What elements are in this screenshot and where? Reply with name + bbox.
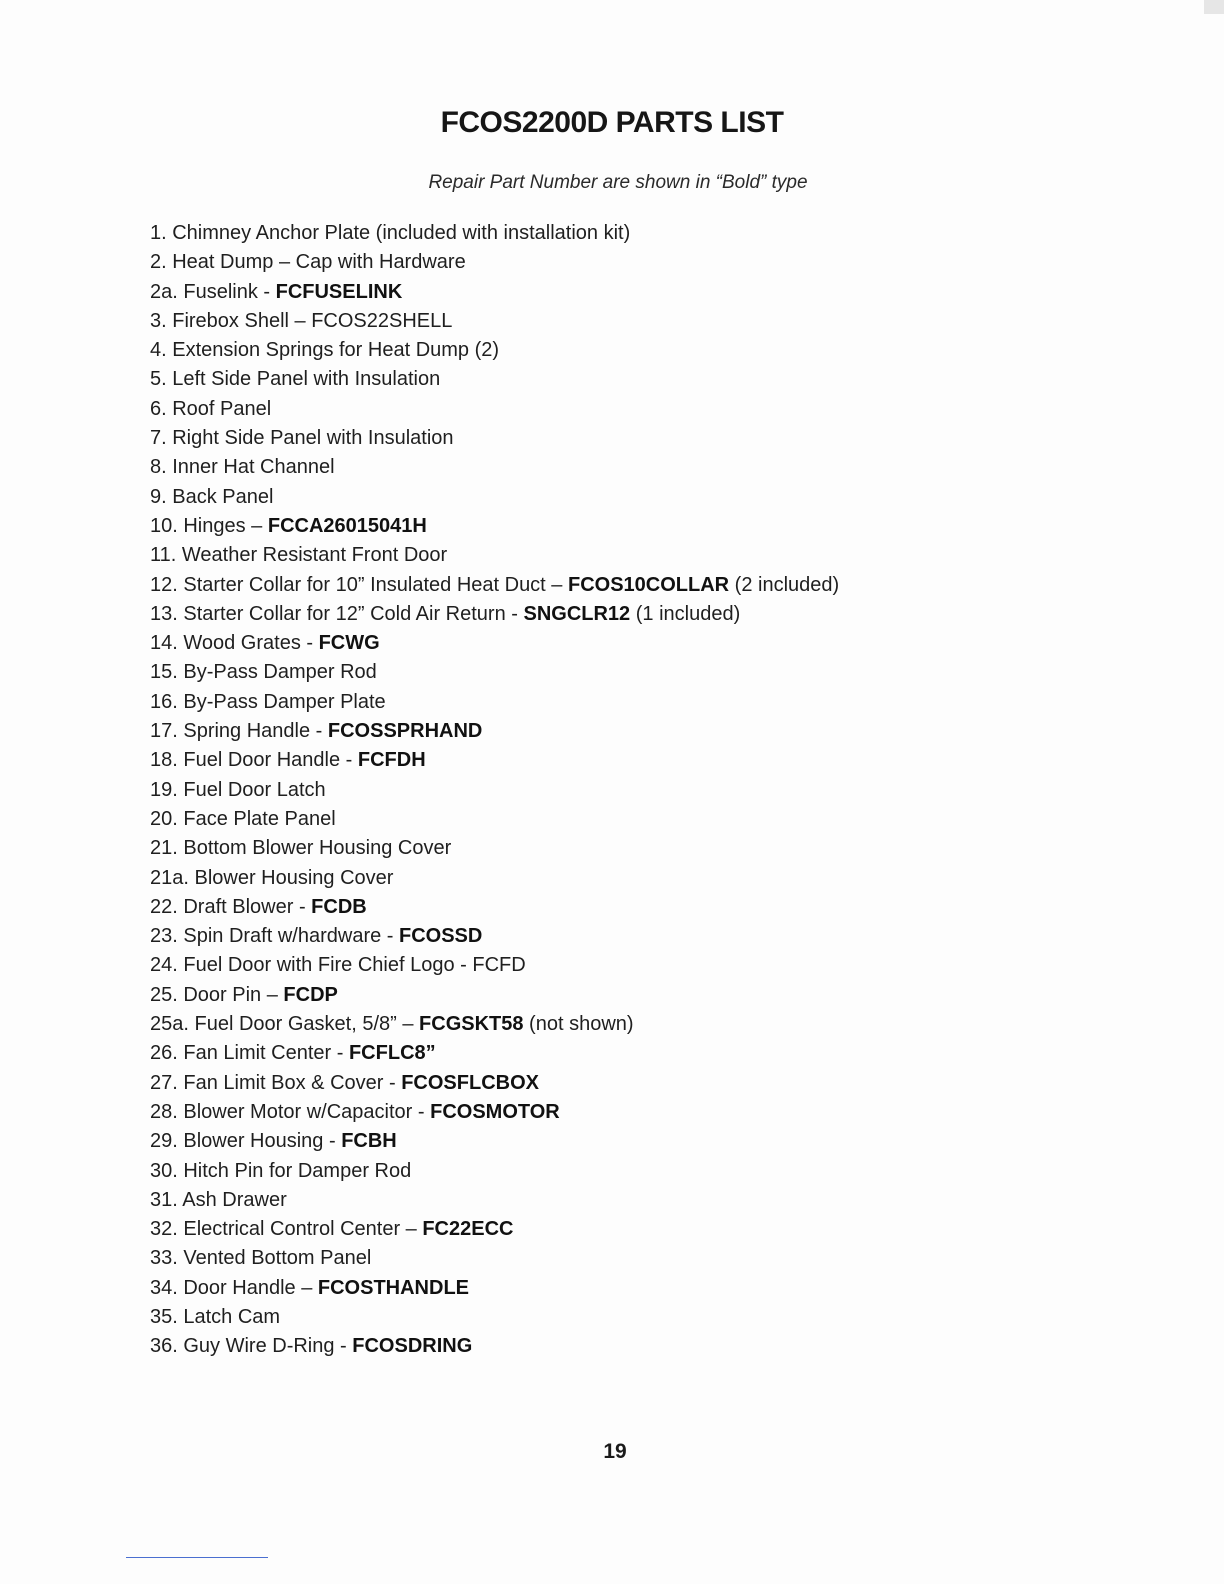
page-number: 19 (603, 1440, 627, 1463)
repair-part-number: FCDP (283, 983, 338, 1006)
page-subtitle: Repair Part Number are shown in “Bold” type (428, 172, 808, 193)
part-description: 25. Door Pin – (150, 983, 284, 1006)
parts-list-item (150, 1186, 1130, 1215)
repair-part-number: FCOSDRING (352, 1335, 473, 1358)
part-description: 11. Weather Resistant Front Door (150, 544, 448, 567)
part-description: 26. Fan Limit Center - (150, 1042, 349, 1065)
part-description: 35. Latch Cam (150, 1305, 281, 1328)
part-note: (1 included) (630, 602, 741, 625)
parts-list-item (150, 483, 1130, 512)
repair-part-number: FCOSMOTOR (430, 1100, 560, 1123)
parts-list-item (150, 922, 1130, 951)
parts-list-item (150, 981, 1130, 1010)
parts-list-item (150, 1244, 1130, 1273)
parts-list-item (150, 248, 1130, 277)
parts-list-item (150, 278, 1130, 307)
part-description: 34. Door Handle – (150, 1276, 318, 1299)
parts-list-item (150, 1039, 1130, 1068)
part-description: 2. Heat Dump – Cap with Hardware (150, 251, 466, 274)
repair-part-number: SNGCLR12 (523, 602, 631, 625)
part-description: 33. Vented Bottom Panel (150, 1247, 372, 1270)
part-description: 15. By-Pass Damper Rod (150, 661, 377, 684)
parts-list-item (150, 1274, 1130, 1303)
part-description: 1. Chimney Anchor Plate (included with installation kit) (150, 222, 631, 244)
parts-list-item (150, 717, 1130, 746)
page-title: FCOS2200D PARTS LIST (440, 106, 784, 139)
part-description: 14. Wood Grates - (150, 632, 319, 655)
parts-list-item (150, 307, 1130, 336)
part-description: 23. Spin Draft w/hardware - (150, 925, 399, 948)
parts-list-item (150, 512, 1130, 541)
parts-list-item (150, 776, 1130, 805)
parts-list-item (150, 424, 1130, 453)
part-description: 13. Starter Collar for 12” Cold Air Return - (150, 602, 524, 625)
part-note: (2 included) (729, 573, 840, 596)
part-description: 6. Roof Panel (150, 397, 272, 420)
parts-list-item (150, 365, 1130, 394)
part-description: 30. Hitch Pin for Damper Rod (150, 1159, 412, 1182)
part-description: 22. Draft Blower - (150, 895, 312, 918)
part-description: 28. Blower Motor w/Capacitor - (150, 1100, 431, 1123)
part-description: 12. Starter Collar for 10” Insulated Heat Duct – (150, 573, 568, 596)
parts-list-item (150, 1157, 1130, 1186)
repair-part-number: FCFDH (357, 749, 426, 772)
part-description: 24. Fuel Door with Fire Chief Logo - FCFD (150, 954, 526, 977)
repair-part-number: FCOSFLCBOX (401, 1071, 539, 1094)
repair-part-number: FCCA26015041H (267, 514, 427, 537)
part-description: 36. Guy Wire D-Ring - (150, 1335, 353, 1358)
parts-list-item (150, 1010, 1130, 1039)
parts-list-item (150, 658, 1130, 687)
parts-list-item (150, 834, 1130, 863)
parts-list-item (150, 1332, 1130, 1361)
part-description: 21a. Blower Housing Cover (150, 866, 394, 889)
parts-list-item (150, 1098, 1130, 1127)
repair-part-number: FCOSSD (399, 925, 483, 948)
part-description: 20. Face Plate Panel (150, 807, 336, 830)
repair-part-number: FCOSTHANDLE (317, 1276, 469, 1299)
part-description: 18. Fuel Door Handle - (150, 749, 358, 772)
parts-list-item (150, 395, 1130, 424)
part-description: 9. Back Panel (150, 485, 274, 508)
parts-list-item (150, 1127, 1130, 1156)
scan-edge-shade (1204, 0, 1224, 14)
part-description: 2a. Fuselink - (150, 280, 276, 303)
part-description: 4. Extension Springs for Heat Dump (2) (150, 339, 500, 362)
part-description: 16. By-Pass Damper Plate (150, 690, 386, 713)
part-note: (not shown) (523, 1013, 634, 1036)
part-description: 29. Blower Housing - (150, 1130, 342, 1153)
parts-list-item (150, 746, 1130, 775)
part-description: 25a. Fuel Door Gasket, 5/8” – (150, 1013, 420, 1036)
parts-list-item (150, 541, 1130, 570)
repair-part-number: FCOS10COLLAR (567, 573, 730, 596)
parts-list-item (150, 600, 1130, 629)
parts-list-item (150, 1303, 1130, 1332)
repair-part-number: FCDB (311, 895, 367, 918)
parts-list-item (150, 571, 1130, 600)
parts-list-item (150, 1069, 1130, 1098)
repair-part-number: FCFUSELINK (275, 280, 403, 303)
part-description: 32. Electrical Control Center – (150, 1218, 423, 1241)
repair-part-number: FCFLC8” (348, 1042, 436, 1065)
part-description: 21. Bottom Blower Housing Cover (150, 837, 452, 860)
parts-list-item (150, 453, 1130, 482)
repair-part-number: FCGSKT58 (419, 1013, 524, 1036)
part-description: 5. Left Side Panel with Insulation (150, 368, 441, 391)
parts-list-item (150, 219, 1130, 248)
part-description: 31. Ash Drawer (150, 1188, 287, 1211)
parts-list-item (150, 805, 1130, 834)
parts-list-item (150, 688, 1130, 717)
repair-part-number: FCWG (318, 632, 380, 655)
part-description: 8. Inner Hat Channel (150, 456, 335, 479)
part-description: 17. Spring Handle - (150, 720, 328, 743)
parts-list-item (150, 629, 1130, 658)
parts-list-item (150, 864, 1130, 893)
part-description: 19. Fuel Door Latch (150, 778, 326, 801)
parts-list-item (150, 893, 1130, 922)
repair-part-number: FC22ECC (422, 1218, 514, 1241)
parts-list (150, 219, 1130, 1362)
parts-list-item (150, 951, 1130, 980)
part-description: 27. Fan Limit Box & Cover - (150, 1071, 402, 1094)
parts-list-item (150, 1215, 1130, 1244)
part-description: 7. Right Side Panel with Insulation (150, 427, 454, 450)
part-description: 10. Hinges – (150, 514, 268, 537)
repair-part-number: FCBH (341, 1130, 397, 1153)
parts-list-item (150, 336, 1130, 365)
part-description: 3. Firebox Shell – FCOS22SHELL (150, 309, 453, 332)
footnote-rule (126, 1557, 268, 1558)
repair-part-number: FCOSSPRHAND (327, 720, 483, 743)
